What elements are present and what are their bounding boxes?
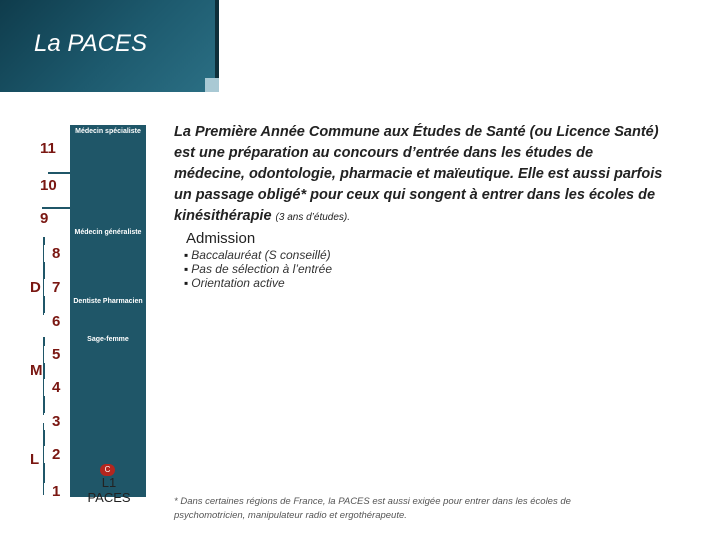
level-line-9 <box>42 207 146 209</box>
level-5: 5 <box>44 346 68 363</box>
level-6: 6 <box>44 313 68 330</box>
level-7: 7 <box>44 279 68 296</box>
study-ladder <box>28 125 146 520</box>
slide-title: La PACES <box>34 30 147 57</box>
degree-bar <box>70 125 146 497</box>
admission-item: ▪ Orientation active <box>184 276 332 290</box>
l1-label: L1 <box>101 475 117 490</box>
level-4: 4 <box>44 379 68 396</box>
admission-list <box>184 248 332 290</box>
admission-title: Admission <box>186 230 256 247</box>
level-9: 9 <box>32 210 56 227</box>
level-2: 2 <box>44 446 68 463</box>
bar-label-specialist: Médecin spécialiste <box>75 128 141 135</box>
group-m: M <box>30 362 43 379</box>
level-11: 11 <box>32 140 64 157</box>
description-text: La Première Année Commune aux Études de Santé (ou Licence Santé) est une préparation au concours d’entrée dans les études de médecine, odontologie, pharmacie et maïeutique. Elle est aussi parfois un passage obligé* pour ceux qui songent à entrer dans les écoles de kinésithérapie <box>174 124 663 224</box>
c-badge: C <box>100 464 115 476</box>
level-10: 10 <box>32 177 65 194</box>
paces-description <box>174 122 664 228</box>
paces-label: PACES <box>87 490 131 505</box>
level-8: 8 <box>44 245 68 262</box>
level-1: 1 <box>44 483 68 500</box>
level-3: 3 <box>44 413 68 430</box>
group-l: L <box>30 451 40 468</box>
title-banner <box>0 0 219 92</box>
bar-label-generalist: Médecin généraliste <box>74 229 142 236</box>
description-note: (3 ans d’études). <box>275 212 351 223</box>
footnote: * Dans certaines régions de France, la PACES est aussi exigée pour entrer dans les écoles de psychomotricien, manipulateur radio et ergothérapeute. <box>174 496 571 521</box>
group-d: D <box>30 279 41 296</box>
admission-item: ▪ Baccalauréat (S conseillé) <box>184 248 332 262</box>
admission-item: ▪ Pas de sélection à l’entrée <box>184 262 332 276</box>
l1-paces-label <box>86 475 132 505</box>
level-line-10 <box>48 172 146 174</box>
bar-label-dentist-pharmacist: Dentiste Pharmacien <box>73 298 143 305</box>
bar-label-midwife: Sage-femme <box>87 336 129 343</box>
